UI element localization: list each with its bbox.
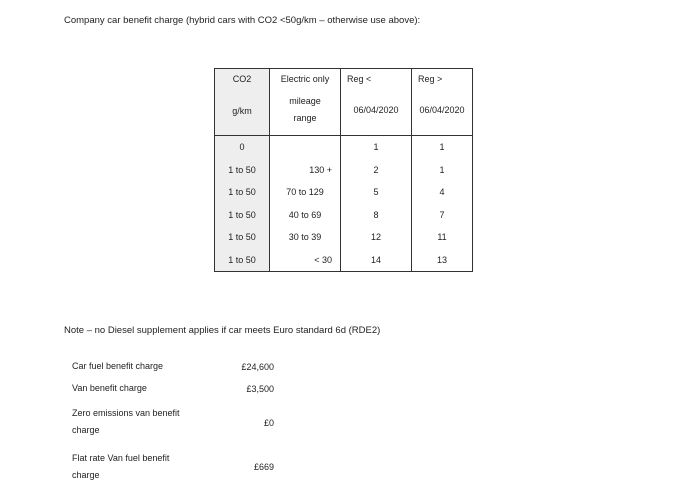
table-cell: 1 to 50 <box>228 209 256 220</box>
table-cell: 1 to 50 <box>228 254 256 265</box>
co2-column <box>215 136 270 272</box>
table-cell: 13 <box>436 254 447 265</box>
table-cell: 0 <box>239 142 245 152</box>
header-reg-after: Reg > 06/04/2020 <box>412 69 473 136</box>
van-fuel-benefit-value: £669 <box>253 462 274 472</box>
table-cell: 8 <box>373 209 379 220</box>
table-cell: 14 <box>370 254 381 265</box>
van-benefit-label: Van benefit charge <box>72 383 147 393</box>
hybrid-car-benefit-table <box>214 68 473 272</box>
table-cell: 40 to 69 <box>288 209 322 220</box>
table-cell: 1 <box>373 142 379 152</box>
header-co2-label: CO2 <box>232 74 252 84</box>
table-cell: 130 + <box>309 164 332 175</box>
table-cell: 70 to 129 <box>286 187 324 197</box>
table-cell: 1 to 50 <box>228 232 256 242</box>
header-co2 <box>215 69 270 136</box>
table-cell: 7 <box>439 209 445 220</box>
table-cell: 1 to 50 <box>228 164 256 175</box>
diesel-note: Note – no Diesel supplement applies if car meets Euro standard 6d (RDE2) <box>64 325 381 336</box>
table-cell: 12 <box>370 232 381 242</box>
table-cell <box>270 136 340 159</box>
table-cell: 2 <box>373 164 379 175</box>
table-cell: 4 <box>439 187 445 197</box>
section-heading: Company car benefit charge (hybrid cars with CO2 <50g/km – otherwise use above): <box>64 15 421 26</box>
table-cell: 30 to 39 <box>288 232 322 242</box>
table-cell: 11 <box>437 232 447 242</box>
table-cell: < 30 <box>314 254 332 265</box>
header-electric-range: Electric only mileage range <box>270 69 341 136</box>
zero-emissions-van-value: £0 <box>263 418 274 428</box>
electric-range-column <box>270 136 341 272</box>
reg-after-column <box>412 136 473 272</box>
table-cell: 1 <box>439 164 445 175</box>
car-fuel-benefit-label: Car fuel benefit charge <box>72 361 164 371</box>
header-reg-before: Reg < 06/04/2020 <box>341 69 412 136</box>
table-cell: 1 <box>439 142 445 152</box>
car-fuel-benefit-value: £24,600 <box>241 362 274 372</box>
reg-before-column <box>341 136 412 272</box>
van-fuel-benefit-label: Flat rate Van fuel benefit charge <box>72 453 170 480</box>
zero-emissions-van-label: Zero emissions van benefit charge <box>72 408 180 435</box>
header-co2-unit: g/km <box>232 106 252 116</box>
van-benefit-value: £3,500 <box>246 384 274 394</box>
table-cell: 5 <box>373 187 379 197</box>
table-cell: 1 to 50 <box>228 187 256 197</box>
